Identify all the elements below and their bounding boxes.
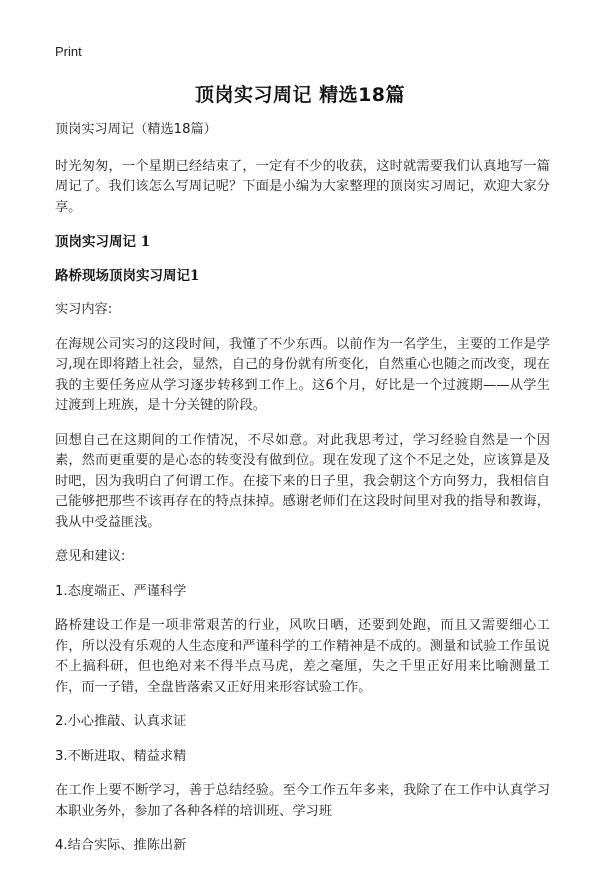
article-heading: 路桥现场顶岗实习周记1 [55,268,200,284]
intro-paragraph: 时光匆匆，一个星期已经结束了，一定有不少的收获，这时就需要我们认真地写一篇周记了。我们该怎么写周记呢？下面是小编为大家整理的顶岗实习周记，欢迎大家分享。 [55,158,550,215]
advice-item-1-title: 1.态度端正、严谨科学 [55,583,187,599]
advice-item-3-title: 3.不断进取、精益求精 [55,748,187,764]
section-heading: 顶岗实习周记 1 [55,234,151,250]
internship-content-label: 实习内容: [55,302,113,317]
advice-item-3-body: 在工作上要不断学习，善于总结经验。至今工作五年多来，我除了在工作中认真学习本职业务外，参加了各种各样的培训班、学习班 [55,783,550,819]
advice-item-2-title: 2.小心推敲、认真求证 [55,714,187,729]
advice-item-1-body: 路桥建设工作是一项非常艰苦的行业，风吹日晒，还要到处跑，而且又需要细心工作，所以没有乐观的人生态度和严谨科学的工作精神是不成的。测量和试验工作虽说不上搞科研，但也绝对来不得半点马虎，差之毫厘，失之千里正好用来比喻测量工作，而一子错，全盘皆落索又正好用来形容试验工作。 [55,618,550,695]
document-title: 顶岗实习周记 精选18篇 [194,84,406,106]
advice-item-4-title: 4.结合实际、推陈出新 [55,838,187,853]
advice-label: 意见和建议: [55,549,126,564]
body-paragraph-1: 在海规公司实习的这段时间，我懂了不少东西。以前作为一名学生，主要的工作是学习,现在即将踏上社会，显然，自己的身份就有所变化，自然重心也随之而改变，现在我的主要任务应从学习逐步转移到工作上。这6个月，好比是一个过渡期——从学生过渡到上班族，是十分关键的阶段。 [55,336,550,413]
print-link[interactable]: Print [55,44,82,59]
document-body [55,120,550,871]
document-subtitle: 顶岗实习周记（精选18篇） [55,122,217,137]
body-paragraph-2: 回想自己在这期间的工作情况，不尽如意。对此我思考过，学习经验自然是一个因素，然而更重要的是心态的转变没有做到位。现在发现了这个不足之处，应该算是及时吧，因为我明白了何谓工作。在接下来的日子里，我会朝这个方向努力，我相信自己能够把那些不该再存在的特点抹掉。感谢老师们在这段时间里对我的指导和教诲，我从中受益匪浅。 [55,432,550,530]
